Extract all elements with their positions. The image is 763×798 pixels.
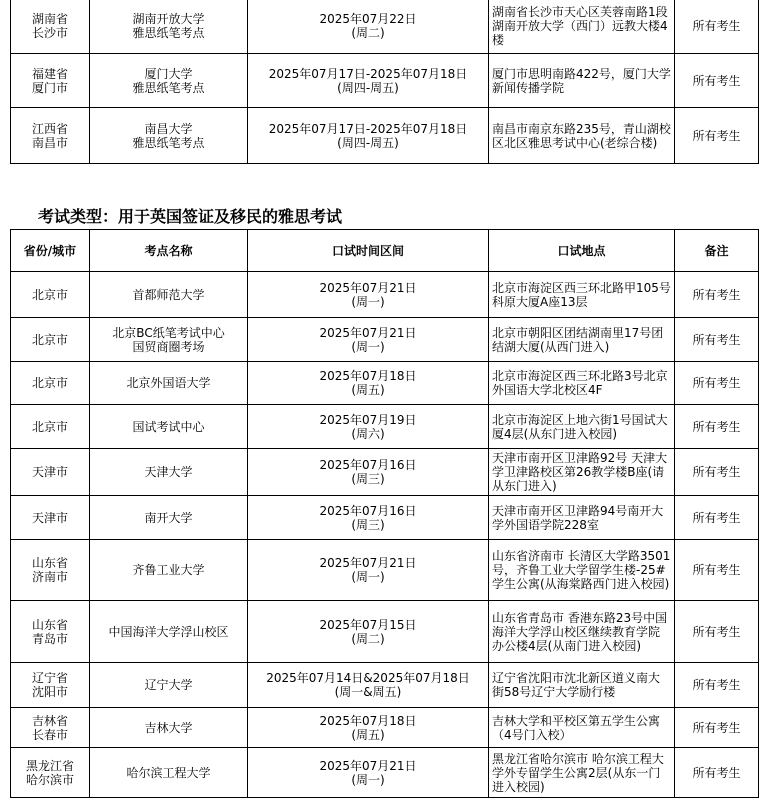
exam-date-cell: 2025年07月18日 (周五) [248, 362, 489, 405]
exam-address-cell: 辽宁省沈阳市沈北新区道义南大街58号辽宁大学励行楼 [489, 663, 675, 708]
note-cell: 所有考生 [675, 601, 759, 663]
exam-date-cell: 2025年07月16日 (周三) [248, 449, 489, 496]
table-row [11, 0, 759, 54]
venue-name-cell: 中国海洋大学浮山校区 [90, 601, 248, 663]
table-header-row [11, 230, 759, 272]
exam-address-cell: 山东省青岛市 香港东路23号中国海洋大学浮山校区继续教育学院办公楼4层(从南门进入校园) [489, 601, 675, 663]
province-city-cell: 湖南省 长沙市 [11, 0, 90, 54]
exam-date-cell: 2025年07月15日 (周二) [248, 601, 489, 663]
province-city-cell: 江西省 南昌市 [11, 108, 90, 164]
note-cell: 所有考生 [675, 496, 759, 540]
table-row [11, 405, 759, 449]
exam-address-cell: 厦门市思明南路422号，厦门大学新闻传播学院 [489, 54, 675, 108]
exam-venue-table-continued [10, 0, 759, 164]
venue-name-cell: 国试考试中心 [90, 405, 248, 449]
exam-address-cell: 吉林大学和平校区第五学生公寓（4号门入校） [489, 708, 675, 748]
table-row [11, 748, 759, 798]
table-row [11, 663, 759, 708]
table-row [11, 496, 759, 540]
province-city-cell: 天津市 [11, 496, 90, 540]
note-cell: 所有考生 [675, 540, 759, 601]
exam-address-cell: 天津市南开区卫津路94号南开大学外国语学院228室 [489, 496, 675, 540]
exam-address-cell: 北京市海淀区上地六街1号国试大厦4层(从东门进入校园) [489, 405, 675, 449]
venue-name-cell: 南昌大学 雅思纸笔考点 [90, 108, 248, 164]
venue-name-cell: 南开大学 [90, 496, 248, 540]
venue-name-cell: 齐鲁工业大学 [90, 540, 248, 601]
exam-date-cell: 2025年07月19日 (周六) [248, 405, 489, 449]
exam-date-cell: 2025年07月18日 (周五) [248, 708, 489, 748]
note-cell: 所有考生 [675, 449, 759, 496]
exam-address-cell: 湖南省长沙市天心区芙蓉南路1段湖南开放大学（西门）远教大楼4楼 [489, 0, 675, 54]
exam-date-cell: 2025年07月17日-2025年07月18日 (周四-周五) [248, 108, 489, 164]
table-row [11, 449, 759, 496]
venue-name-cell: 厦门大学 雅思纸笔考点 [90, 54, 248, 108]
column-header-date: 口试时间区间 [248, 230, 489, 272]
note-cell: 所有考生 [675, 318, 759, 362]
column-header-note: 备注 [675, 230, 759, 272]
note-cell: 所有考生 [675, 663, 759, 708]
exam-date-cell: 2025年07月21日 (周一) [248, 318, 489, 362]
exam-address-cell: 山东省济南市 长清区大学路3501号，齐鲁工业大学留学生楼-25#学生公寓(从海棠路西门进入校园) [489, 540, 675, 601]
province-city-cell: 黑龙江省 哈尔滨市 [11, 748, 90, 798]
venue-name-cell: 吉林大学 [90, 708, 248, 748]
province-city-cell: 北京市 [11, 405, 90, 449]
note-cell: 所有考生 [675, 108, 759, 164]
province-city-cell: 山东省 济南市 [11, 540, 90, 601]
exam-date-cell: 2025年07月17日-2025年07月18日 (周四-周五) [248, 54, 489, 108]
exam-date-cell: 2025年07月22日 (周二) [248, 0, 489, 54]
exam-address-cell: 北京市海淀区西三环北路甲105号科原大厦A座13层 [489, 272, 675, 318]
venue-name-cell: 北京BC纸笔考试中心 国贸商圈考场 [90, 318, 248, 362]
province-city-cell: 辽宁省 沈阳市 [11, 663, 90, 708]
exam-address-cell: 天津市南开区卫津路92号 天津大学卫津路校区第26教学楼B座(请从东门进入) [489, 449, 675, 496]
note-cell: 所有考生 [675, 748, 759, 798]
venue-name-cell: 辽宁大学 [90, 663, 248, 708]
province-city-cell: 北京市 [11, 318, 90, 362]
table-row [11, 601, 759, 663]
exam-date-cell: 2025年07月16日 (周三) [248, 496, 489, 540]
province-city-cell: 北京市 [11, 272, 90, 318]
venue-name-cell: 天津大学 [90, 449, 248, 496]
note-cell: 所有考生 [675, 272, 759, 318]
table-row [11, 108, 759, 164]
exam-type-heading: 考试类型：用于英国签证及移民的雅思考试 [38, 207, 343, 226]
table-row [11, 540, 759, 601]
column-header-venue: 考点名称 [90, 230, 248, 272]
table-row [11, 362, 759, 405]
exam-date-cell: 2025年07月21日 (周一) [248, 272, 489, 318]
exam-address-cell: 南昌市南京东路235号，青山湖校区北区雅思考试中心(老综合楼) [489, 108, 675, 164]
venue-name-cell: 首都师范大学 [90, 272, 248, 318]
exam-address-cell: 北京市海淀区西三环北路3号北京外国语大学北校区4F [489, 362, 675, 405]
note-cell: 所有考生 [675, 0, 759, 54]
column-header-address: 口试地点 [489, 230, 675, 272]
venue-name-cell: 哈尔滨工程大学 [90, 748, 248, 798]
province-city-cell: 吉林省 长春市 [11, 708, 90, 748]
exam-address-cell: 北京市朝阳区团结湖南里17号团结湖大厦(从西门进入) [489, 318, 675, 362]
column-header-province: 省份/城市 [11, 230, 90, 272]
province-city-cell: 福建省 厦门市 [11, 54, 90, 108]
table-row [11, 318, 759, 362]
venue-name-cell: 北京外国语大学 [90, 362, 248, 405]
province-city-cell: 山东省 青岛市 [11, 601, 90, 663]
province-city-cell: 天津市 [11, 449, 90, 496]
province-city-cell: 北京市 [11, 362, 90, 405]
note-cell: 所有考生 [675, 54, 759, 108]
note-cell: 所有考生 [675, 362, 759, 405]
table-row [11, 272, 759, 318]
venue-name-cell: 湖南开放大学 雅思纸笔考点 [90, 0, 248, 54]
note-cell: 所有考生 [675, 405, 759, 449]
note-cell: 所有考生 [675, 708, 759, 748]
table-row [11, 708, 759, 748]
exam-address-cell: 黑龙江省哈尔滨市 哈尔滨工程大学外专留学生公寓2层(从东一门进入校园) [489, 748, 675, 798]
uk-visa-exam-venue-table [10, 229, 759, 798]
table-row [11, 54, 759, 108]
exam-date-cell: 2025年07月21日 (周一) [248, 748, 489, 798]
exam-date-cell: 2025年07月21日 (周一) [248, 540, 489, 601]
exam-date-cell: 2025年07月14日&2025年07月18日 (周一&周五) [248, 663, 489, 708]
